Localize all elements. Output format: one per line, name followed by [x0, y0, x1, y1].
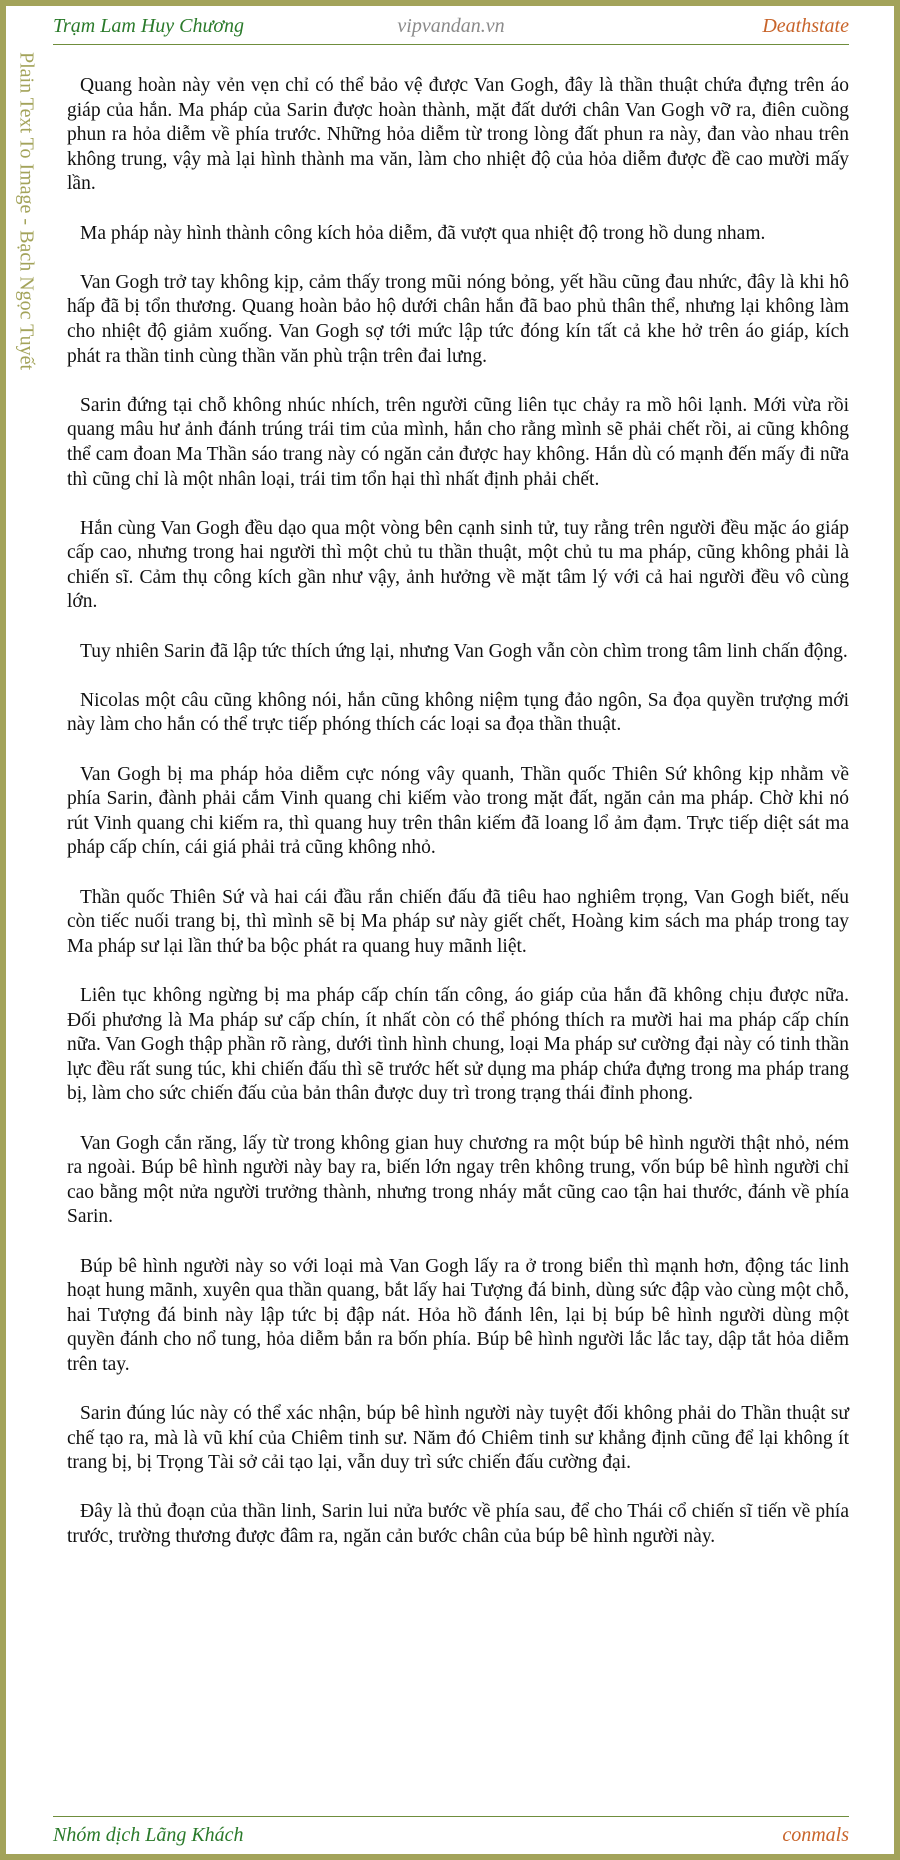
page-header — [53, 8, 849, 45]
header-title: Trạm Lam Huy Chương — [53, 15, 245, 37]
paragraph: Thần quốc Thiên Sứ và hai cái đầu rắn chiến đấu đã tiêu hao nghiêm trọng, Van Gogh biết, nếu còn tiếc nuối trang bị, thì mình sẽ bị Ma pháp sư này giết chết, Hoàng kim sách ma pháp trong tay Ma pháp sư lại lần thứ ba bộc phát ra quang huy mãnh liệt. — [67, 886, 849, 957]
paragraph: Đây là thủ đoạn của thần linh, Sarin lui nửa bước về phía sau, để cho Thái cổ chiến sĩ tiến về phía trước, trường thương được đâm ra, ngăn cản bước chân của búp bê hình người này. — [67, 1501, 849, 1548]
paragraph: Liên tục không ngừng bị ma pháp cấp chín tấn công, áo giáp của hắn đã không chịu được nữa. Đối phương là Ma pháp sư cấp chín, ít nhất còn có thể phóng thích ra mười hai ma pháp cấp chín nữa. Van Gogh thập phần rõ ràng, dưới tình hình chung, loại Ma pháp sư cường đại này có tinh thần lực đều rất sung túc, khi chiến đấu thì sẽ trước hết sử dụng ma pháp chứa đựng trong ma pháp trang bị, làm cho sức chiến đấu của bản thân được duy trì trong trạng thái đỉnh phong. — [67, 984, 849, 1105]
paragraph: Van Gogh bị ma pháp hỏa diễm cực nóng vây quanh, Thần quốc Thiên Sứ không kịp nhằm về phía Sarin, đành phải cắm Vinh quang chi kiếm vào trong mặt đất, ngăn cản ma pháp. Chờ khi nó rút Vinh quang chi kiếm ra, thì quang huy trên thân kiếm đã loang lổ ảm đạm. Trực tiếp diệt sát ma pháp cấp chín, cái giá phải trả cũng không nhỏ. — [67, 763, 849, 859]
paragraph: Quang hoàn này vẻn vẹn chỉ có thể bảo vệ được Van Gogh, đây là thần thuật chứa đựng trên áo giáp của hắn. Ma pháp của Sarin được hoàn thành, mặt đất dưới chân Van Gogh vỡ ra, điên cuồng phun ra hỏa diễm về phía trước. Những hỏa diễm từ trong lòng đất phun ra này, đan vào nhau trên không trung, vậy mà lại hình thành ma văn, làm cho nhiệt độ của hỏa diễm được đề cao mười mấy lần. — [67, 75, 849, 195]
header-author: Deathstate — [762, 15, 849, 37]
header-site: vipvandan.vn — [397, 15, 505, 37]
footer-editor: conmals — [782, 1824, 849, 1846]
side-watermark — [8, 52, 44, 412]
footer-translator: Nhóm dịch Lãng Khách — [53, 1824, 244, 1846]
chapter-body — [67, 74, 849, 1574]
paragraph: Ma pháp này hình thành công kích hỏa diễm, đã vượt qua nhiệt độ trong hồ dung nham. — [80, 222, 766, 244]
paragraph: Sarin đúng lúc này có thể xác nhận, búp bê hình người này tuyệt đối không phải do Thần thuật sư chế tạo ra, mà là vũ khí của Chiêm tinh sư. Năm đó Chiêm tinh sư khẳng định cũng để lại không ít trang bị, bị Trọng Tài sở cải tạo lại, vẫn duy trì sức chiến đấu cường đại. — [67, 1403, 849, 1474]
paragraph: Búp bê hình người này so với loại mà Van Gogh lấy ra ở trong biển thì mạnh hơn, động tác linh hoạt hung mãnh, xuyên qua thần quang, bắt lấy hai Tượng đá binh, dùng sức đập vào cùng một chỗ, hai Tượng đá binh này lập tức bị đập nát. Hỏa hồ đánh lên, lại bị búp bê hình người dùng một quyền đánh cho nổ tung, hỏa diễm bắn ra bốn phía. Búp bê hình người lắc lắc tay, dập tắt hỏa diễm trên tay. — [67, 1255, 849, 1375]
paragraph: Tuy nhiên Sarin đã lập tức thích ứng lại, nhưng Van Gogh vẫn còn chìm trong tâm linh chấn động. — [80, 640, 848, 662]
paragraph: Van Gogh trở tay không kịp, cảm thấy trong mũi nóng bỏng, yết hầu cũng đau nhức, đây là khi hô hấp đã bị tổn thương. Quang hoàn bảo hộ dưới chân hắn đã bao phủ thân thể, nhưng lại không làm cho nhiệt độ giảm xuống. Van Gogh sợ tới mức lập tức đóng kín tất cả khe hở trên áo giáp, kích phát ra thần tinh cùng thần văn phù trận trên đai lưng. — [67, 271, 849, 367]
side-watermark-text: Plain Text To Image - Bạch Ngọc Tuyết — [15, 52, 38, 371]
page-footer — [53, 1816, 849, 1853]
paragraph: Sarin đứng tại chỗ không nhúc nhích, trên người cũng liên tục chảy ra mồ hôi lạnh. Mới vừa rồi quang mâu hư ảnh đánh trúng trái tim của mình, hắn cho rằng mình sẽ phải chết rồi, ai cũng không thể cam đoan Ma Thần sáo trang này có ngăn cản được hay không. Hắn dù có mạnh đến mấy đi nữa thì cũng chỉ là một nhân loại, trái tim tổn hại thì nhất định phải chết. — [67, 394, 849, 490]
paragraph: Van Gogh cắn răng, lấy từ trong không gian huy chương ra một búp bê hình người thật nhỏ, ném ra ngoài. Búp bê hình người này bay ra, biến lớn ngay trên không trung, vốn búp bê hình người chỉ cao bằng một nửa người trưởng thành, nhưng trong nháy mắt cũng cao tận hai thước, đánh về phía Sarin. — [67, 1132, 849, 1228]
paragraph: Nicolas một câu cũng không nói, hắn cũng không niệm tụng đảo ngôn, Sa đọa quyền trượng mới này làm cho hắn có thể trực tiếp phóng thích các loại sa đọa thần thuật. — [67, 689, 849, 736]
paragraph: Hắn cùng Van Gogh đều dạo qua một vòng bên cạnh sinh tử, tuy rằng trên người đều mặc áo giáp cấp cao, nhưng trong hai người thì một chủ tu thần thuật, một chủ tu ma pháp, cũng không phải là chiến sĩ. Cảm thụ công kích gần như vậy, ảnh hưởng về mặt tâm lý với cả hai người đều vô cùng lớn. — [67, 517, 849, 613]
